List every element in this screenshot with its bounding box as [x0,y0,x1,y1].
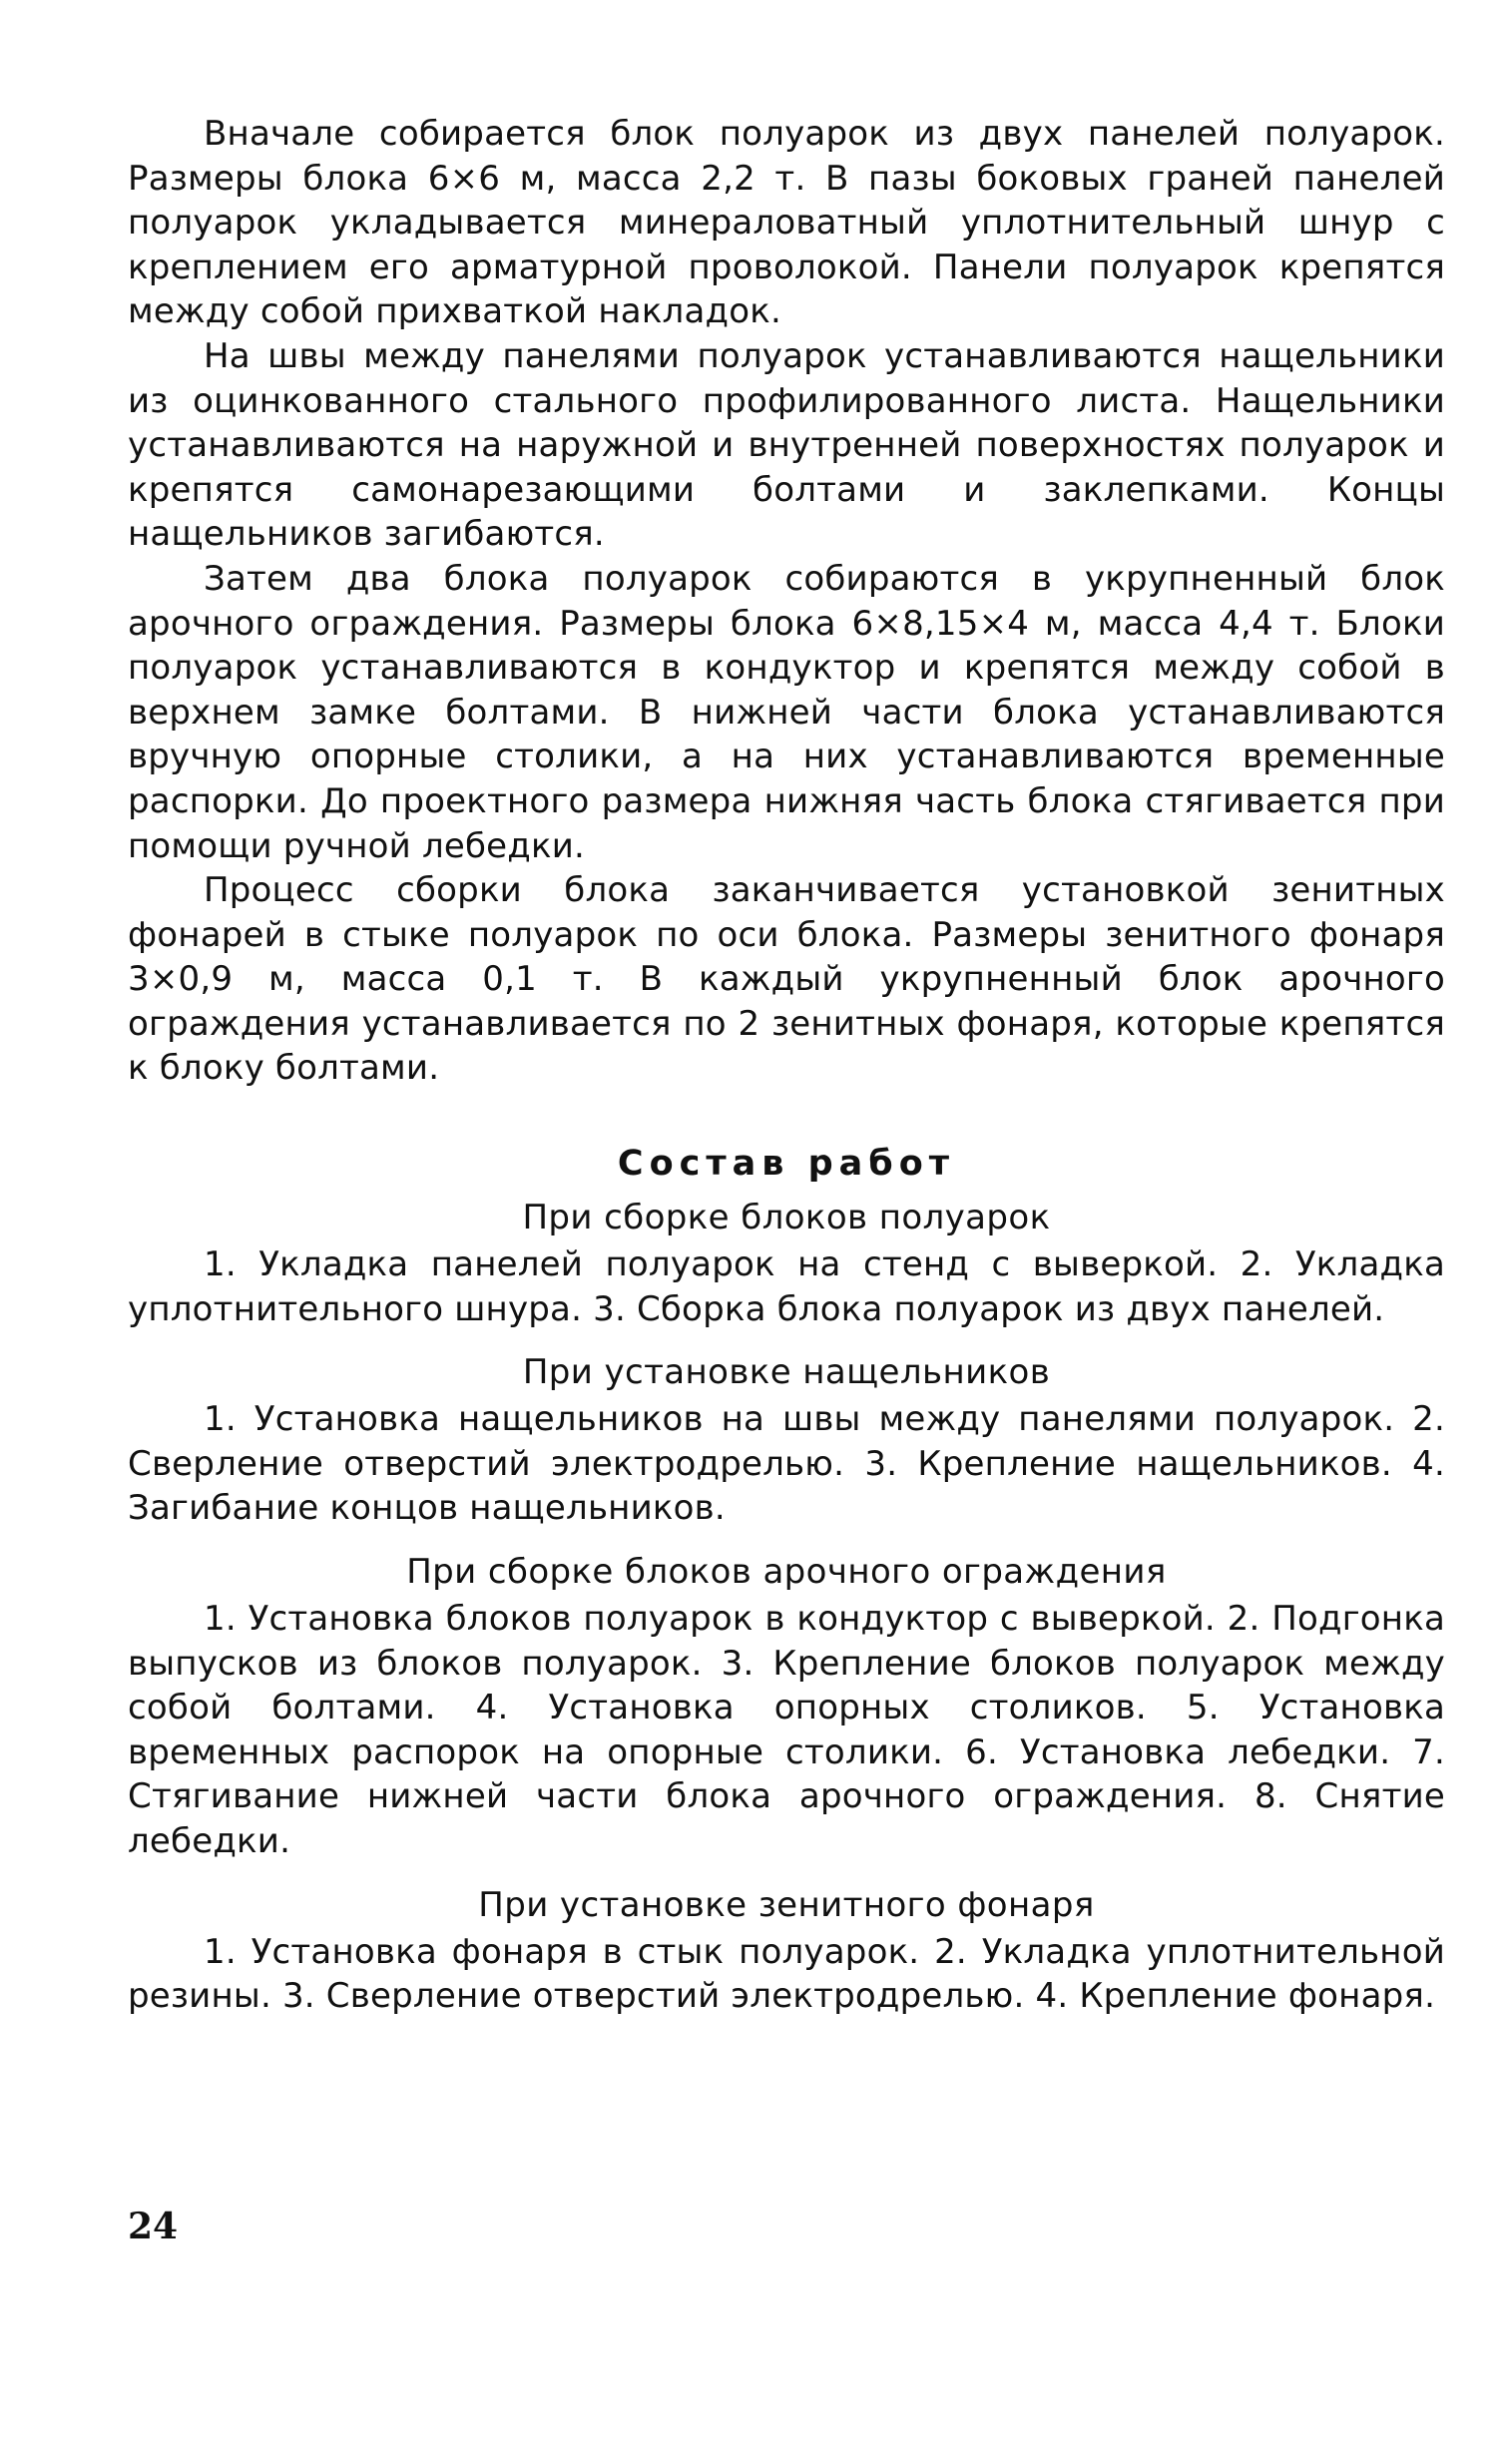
subsection-title-1: При сборке блоков полуарок [522,1198,1051,1238]
page-number: 24 [128,2206,179,2247]
paragraph-2: На швы между панелями полуарок устанавливаются нащельники из оцинкованного стального профилированного листа. Нащельники устанавливаются на наружной и внутренней поверхностях полуарок и крепятся самонарезающими болтами и заклепками. Концы нащельников загибаются. [128,335,1445,555]
subsection-title-4: При установке зенитного фонаря [478,1884,1095,1925]
subsection-text-3: 1. Установка блоков полуарок в кондуктор с выверкой. 2. Подгонка выпусков из блоков полуарок. 3. Крепление блоков полуарок между собой болтами. 4. Установка опорных столиков. 5. Установка временных распорок на опорные столики. 6. Установка лебедки. 7. Стягивание нижней части блока арочного ограждения. 8. Снятие лебедки. [128,1599,1445,1861]
paragraph-3: Затем два блока полуарок собираются в укрупненный блок арочного ограждения. Размеры блока 6×8,15×4 м, масса 4,4 т. Блоки полуарок устанавливаются в кондуктор и крепятся между собой в верхнем замке болтами. В нижней части блока устанавливаются вручную опорные столики, а на них устанавливаются временные распорки. До проектного размера нижняя часть блока стягивается при помощи ручной лебедки. [128,558,1445,866]
subsection-title-2: При установке нащельников [522,1352,1051,1393]
subsection-text-2: 1. Установка нащельников на швы между панелями полуарок. 2. Сверление отверстий электродрелью. 3. Крепление нащельников. 4. Загибание концов нащельников. [128,1399,1445,1529]
page-body [128,112,1445,2019]
paragraph-4: Процесс сборки блока заканчивается установкой зенитных фонарей в стыке полуарок по оси блока. Размеры зенитного фонаря 3×0,9 м, масса 0,1 т. В каждый укрупненный блок арочного ограждения устанавливается по 2 зенитных фонаря, которые крепятся к блоку болтами. [128,870,1445,1089]
section-title: Состав работ [617,1144,956,1185]
subsection-text-4: 1. Установка фонаря в стык полуарок. 2. Укладка уплотнительной резины. 3. Сверление отверстий электродрелью. 4. Крепление фонаря. [128,1931,1445,2017]
subsection-title-3: При сборке блоков арочного ограждения [406,1552,1167,1593]
paragraph-1: Вначале собирается блок полуарок из двух панелей полуарок. Размеры блока 6×6 м, масса 2,2 т. В пазы боковых граней панелей полуарок укладывается минераловатный уплотнительный шнур с креплением его арматурной проволокой. Панели полуарок крепятся между собой прихваткой накладок. [128,114,1445,332]
subsection-text-1: 1. Укладка панелей полуарок на стенд с выверкой. 2. Укладка уплотнительного шнура. 3. Сборка блока полуарок из двух панелей. [128,1244,1445,1329]
